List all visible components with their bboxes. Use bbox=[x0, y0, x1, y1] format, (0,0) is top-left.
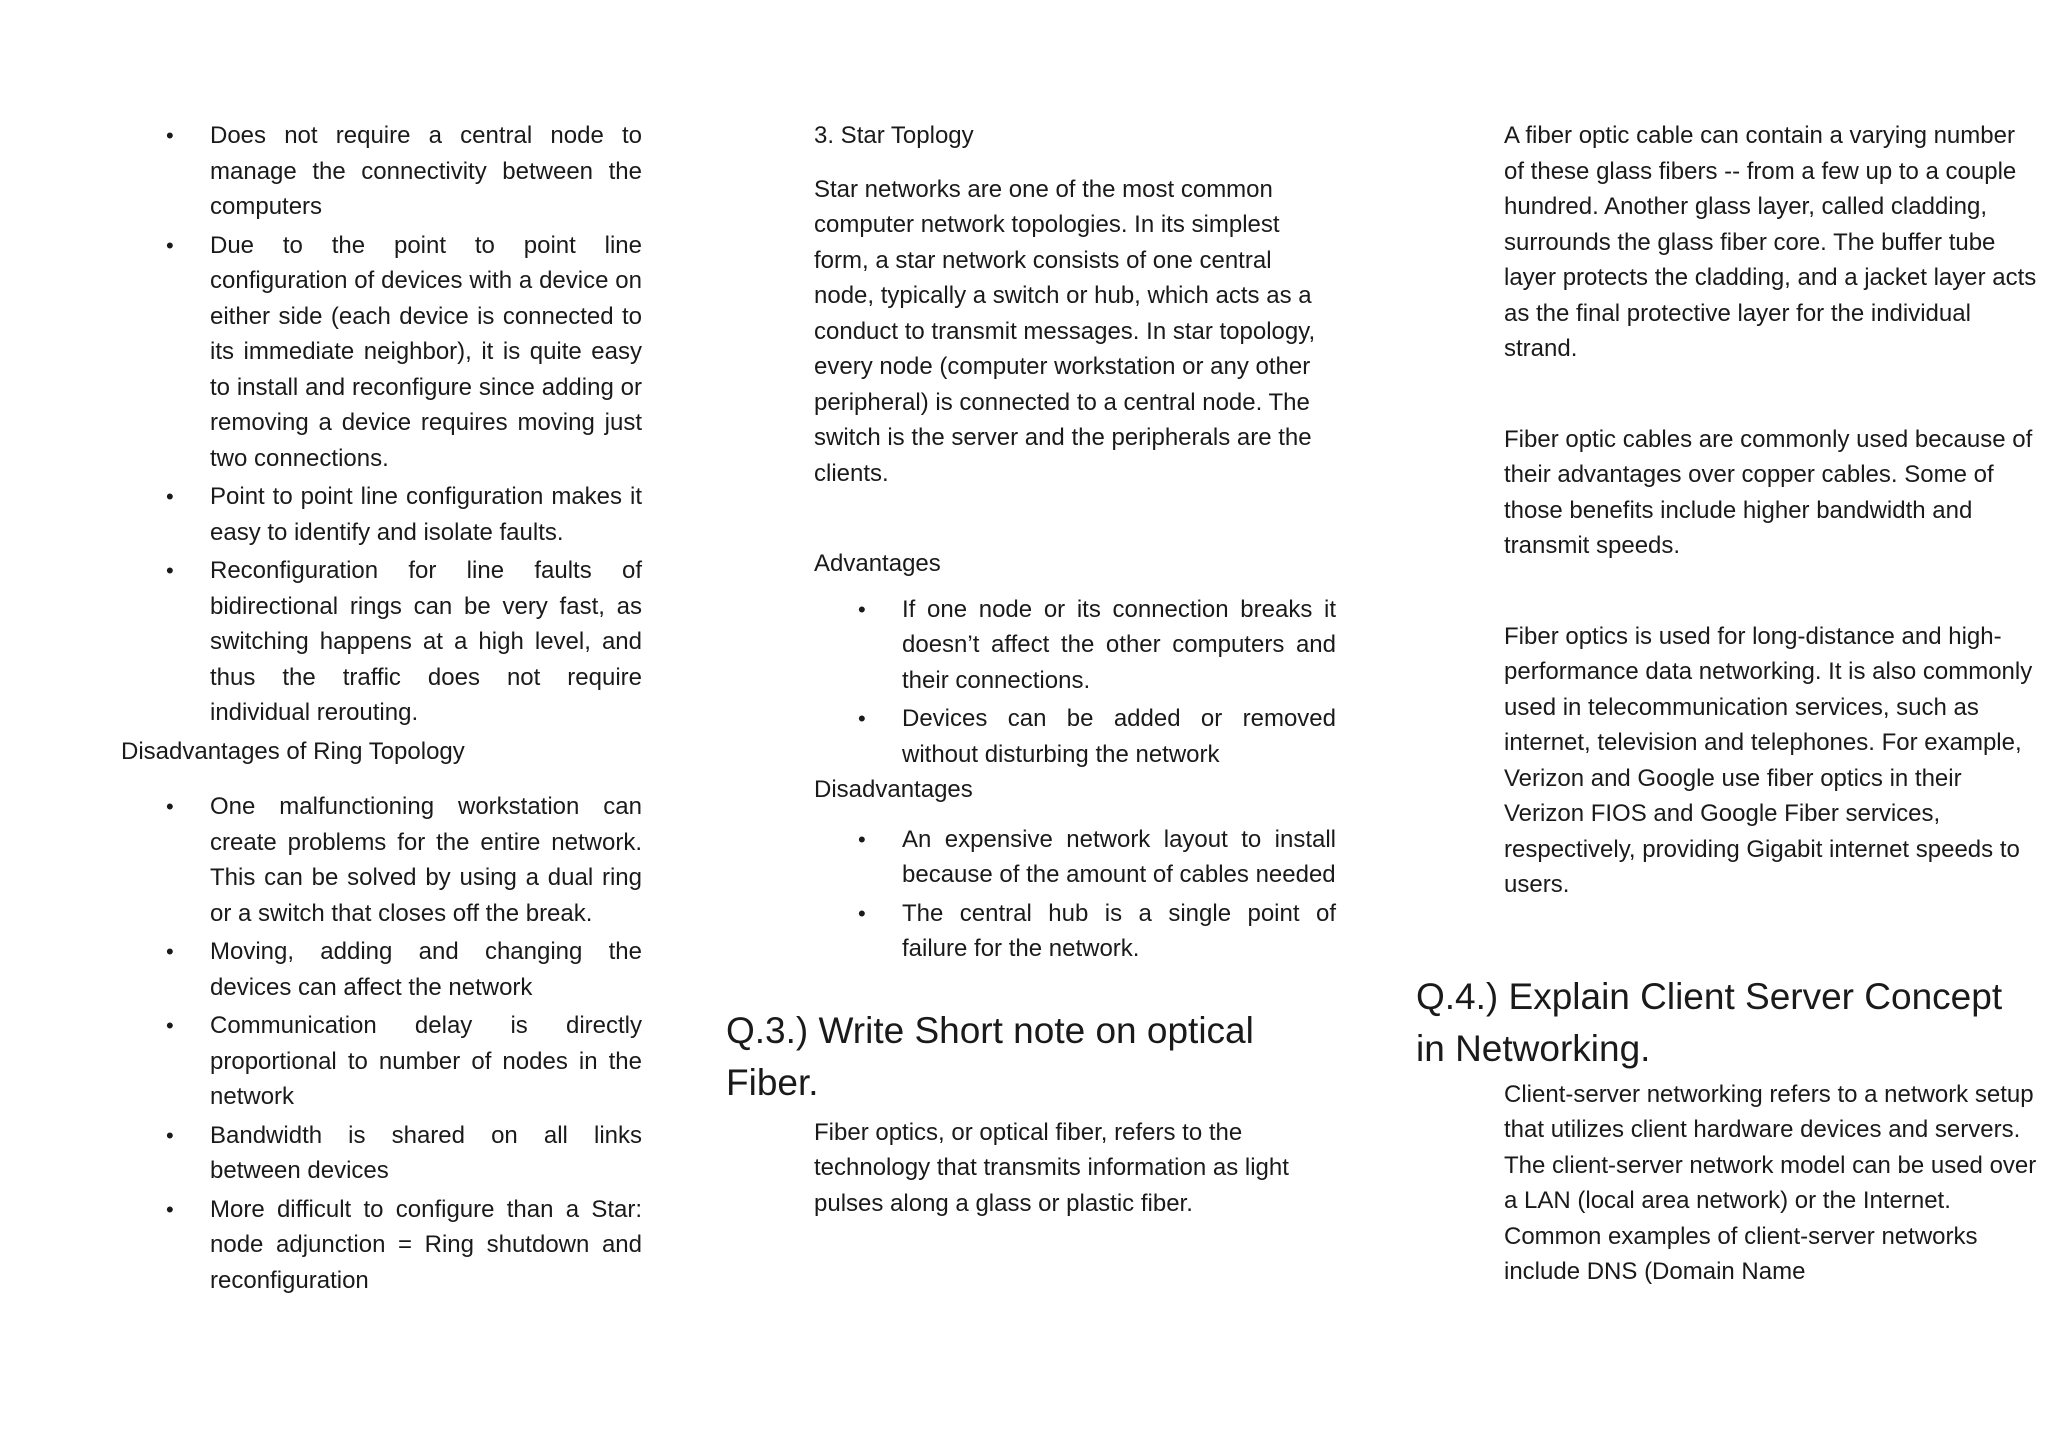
bullet-icon: • bbox=[858, 826, 866, 852]
bullet-icon: • bbox=[166, 794, 174, 819]
bullet-icon: • bbox=[858, 706, 866, 731]
ring-advantages-list bbox=[122, 118, 642, 731]
bullet-icon: • bbox=[858, 900, 866, 926]
ring-disadvantages-list bbox=[122, 789, 642, 1298]
bullet-icon: • bbox=[166, 939, 174, 964]
column-left bbox=[122, 118, 642, 1301]
bullet-icon: • bbox=[166, 123, 174, 148]
bullet-icon: • bbox=[166, 1013, 174, 1038]
list-item: • Reconfiguration for line faults of bidirectional rings can be very fast, as switching happens at a high level, and thus the traffic does not require individual rerouting. bbox=[122, 553, 642, 731]
bullet-icon: • bbox=[166, 232, 174, 258]
star-intro-paragraph: Star networks are one of the most common computer network topologies. In its simplest form, a star network consists of one central node, typically a switch or hub, which acts as a conduct to transmit messages. In star topology, every node (computer workstation or any other peripheral) is connected to a central node. The switch is the server and the peripherals are the clients. bbox=[814, 175, 1316, 487]
ring-disadvantages-heading: Disadvantages of Ring Topology bbox=[121, 737, 465, 765]
list-item: • Due to the point to point line configuration of devices with a device on either side (each device is connected to its immediate neighbor), it is quite easy to install and reconfigure since adding or removing a device requires moving just two connections. bbox=[122, 228, 642, 477]
list-item: • One malfunctioning workstation can create problems for the entire network. This can be solved by using a dual ring or a switch that closes off the break. bbox=[122, 789, 642, 931]
fiber-paragraph-3: Fiber optics is used for long-distance and high-performance data networking. It is also commonly used in telecommunication services, such as internet, television and telephones. For example, Verizon and Google use fiber optics in their Verizon FIOS and Google Fiber services, respectively, providing Gigabit internet speeds to users. bbox=[1504, 622, 2033, 898]
disadvantages-heading: Disadvantages bbox=[814, 776, 973, 803]
column-middle bbox=[726, 118, 1336, 1221]
bullet-icon: • bbox=[166, 484, 174, 509]
list-item: • Communication delay is directly proportional to number of nodes in the network bbox=[122, 1008, 642, 1115]
column-right bbox=[1416, 118, 2038, 1290]
list-item: • Devices can be added or removed without disturbing the network bbox=[814, 701, 1336, 772]
list-item: • If one node or its connection breaks it doesn’t affect the other computers and their connections. bbox=[814, 592, 1336, 699]
list-item: • An expensive network layout to install because of the amount of cables needed bbox=[814, 822, 1336, 893]
fiber-paragraph-2: Fiber optic cables are commonly used because of their advantages over copper cables. Some of those benefits include higher bandwidth and transmit speeds. bbox=[1504, 425, 2033, 559]
q3-heading: Q.3.) Write Short note on optical Fiber. bbox=[726, 1009, 1254, 1103]
bullet-icon: • bbox=[166, 1196, 174, 1222]
section-title: 3. Star Toplogy bbox=[814, 122, 974, 149]
q4-paragraph: Client-server networking refers to a network setup that utilizes client hardware devices and servers. The client-server network model can be used over a LAN (local area network) or the Internet. Common examples of client-server networks include DNS (Domain Name bbox=[1504, 1080, 2037, 1285]
list-item: • The central hub is a single point of failure for the network. bbox=[814, 896, 1336, 967]
list-item: • Point to point line configuration makes it easy to identify and isolate faults. bbox=[122, 479, 642, 550]
q3-paragraph: Fiber optics, or optical fiber, refers to the technology that transmits information as light pulses along a glass or plastic fiber. bbox=[814, 1118, 1289, 1217]
bullet-icon: • bbox=[166, 1122, 174, 1148]
list-item: • Moving, adding and changing the devices can affect the network bbox=[122, 934, 642, 1005]
bullet-icon: • bbox=[166, 558, 174, 583]
advantages-heading: Advantages bbox=[814, 550, 941, 577]
q4-heading: Q.4.) Explain Client Server Concept in Networking. bbox=[1416, 975, 2003, 1069]
star-advantages-list bbox=[726, 592, 1336, 773]
fiber-paragraph-1: A fiber optic cable can contain a varying number of these glass fibers -- from a few up to a couple hundred. Another glass layer, called cladding, surrounds the glass fiber core. The buffer tube layer protects the cladding, and a jacket layer acts as the final protective layer for the individual strand. bbox=[1504, 122, 2037, 362]
list-item: • More difficult to configure than a Star: node adjunction = Ring shutdown and reconfiguration bbox=[122, 1192, 642, 1299]
star-disadvantages-list bbox=[726, 822, 1336, 967]
list-item: • Bandwidth is shared on all links between devices bbox=[122, 1118, 642, 1189]
bullet-icon: • bbox=[858, 596, 866, 622]
list-item: • Does not require a central node to manage the connectivity between the computers bbox=[122, 118, 642, 225]
